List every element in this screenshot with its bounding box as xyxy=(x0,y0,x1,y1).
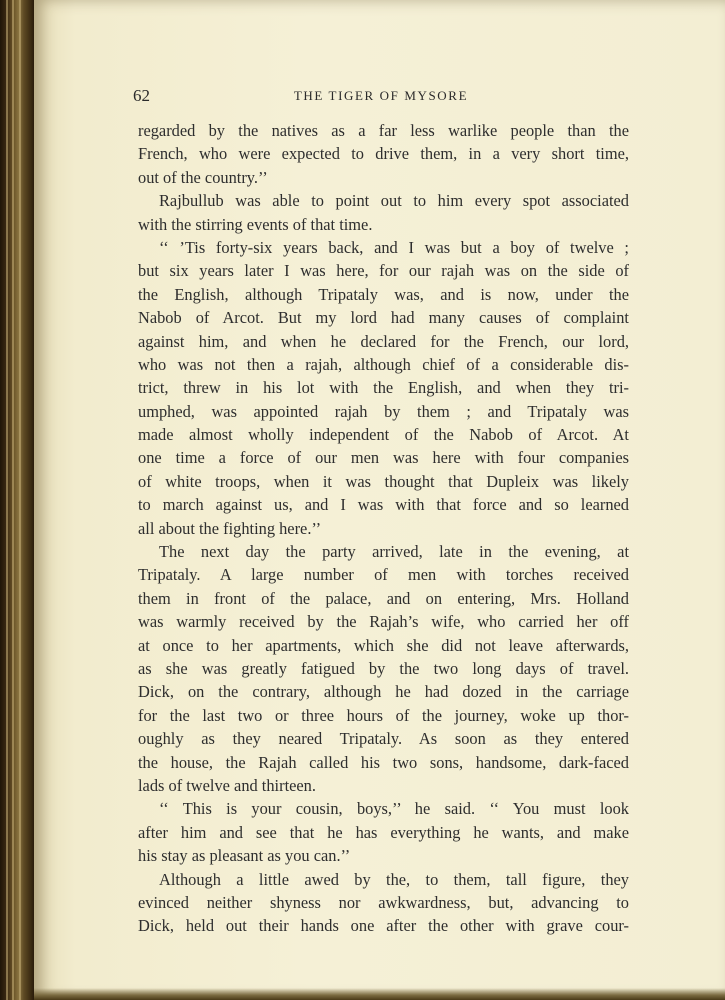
text-line: of white troops, when it was thought that Dupleix was likely xyxy=(138,471,629,491)
text-line: his stay as pleasant as you can.’’ xyxy=(138,846,351,866)
text-line: at once to her apartments, which she did not leave afterwards, xyxy=(138,635,629,655)
text-line: oughly as they neared Tripataly. As soon as they entered xyxy=(138,729,629,749)
body-text xyxy=(138,119,629,938)
text-line: evinced neither shyness nor awkwardness, but, advancing to xyxy=(138,892,629,912)
text-line: but six years later I was here, for our rajah was on the side of xyxy=(138,261,629,281)
text-line: against him, and when he declared for the French, our lord, xyxy=(138,331,629,351)
text-line: Although a little awed by the, to them, tall figure, they xyxy=(159,869,629,889)
spine-edge-line xyxy=(12,0,14,1000)
text-line: all about the fighting here.’’ xyxy=(138,518,322,538)
spine-edge-line xyxy=(19,0,21,1000)
text-line: as she was greatly fatigued by the two long days of travel. xyxy=(138,658,629,678)
text-line: with the stirring events of that time. xyxy=(138,214,373,234)
text-line: for the last two or three hours of the journey, woke up thor- xyxy=(138,705,629,725)
text-line: Dick, held out their hands one after the other with grave cour- xyxy=(138,916,629,936)
spine-edge-line xyxy=(6,0,8,1000)
text-line: ‘‘ ’Tis forty-six years back, and I was but a boy of twelve ; xyxy=(159,237,629,257)
page-header xyxy=(133,86,629,110)
text-line: after him and see that he has everything he wants, and make xyxy=(138,822,629,842)
text-line: them in front of the palace, and on entering, Mrs. Holland xyxy=(138,588,629,608)
text-line: was warmly received by the Rajah’s wife, who carried her off xyxy=(138,612,629,632)
text-line: to march against us, and I was with that force and so learned xyxy=(138,495,629,515)
text-line: French, who were expected to drive them, in a very short time, xyxy=(138,144,629,164)
text-line: ‘‘ This is your cousin, boys,’’ he said. ‘‘ You must look xyxy=(159,799,629,819)
book-spine xyxy=(0,0,34,1000)
text-line: who was not then a rajah, although chief of a considerable dis- xyxy=(138,354,629,374)
text-line: made almost wholly independent of the Nabob of Arcot. At xyxy=(138,425,629,445)
text-line: trict, threw in his lot with the English, and when they tri- xyxy=(138,378,629,398)
text-line: Nabob of Arcot. But my lord had many causes of complaint xyxy=(138,308,629,328)
text-line: regarded by the natives as a far less warlike people than the xyxy=(138,121,629,140)
text-line: The next day the party arrived, late in the evening, at xyxy=(159,542,629,562)
text-line: Tripataly. A large number of men with torches received xyxy=(138,565,629,585)
running-title: THE TIGER OF MYSORE xyxy=(293,88,469,103)
page-bottom-edge xyxy=(34,988,725,1000)
text-line: umphed, was appointed rajah by them ; and Tripataly was xyxy=(138,401,629,421)
text-line: Rajbullub was able to point out to him every spot associated xyxy=(159,191,629,211)
text-line: the house, the Rajah called his two sons, handsome, dark-faced xyxy=(138,752,629,772)
text-line: the English, although Tripataly was, and is now, under the xyxy=(138,284,629,304)
text-line: out of the country.’’ xyxy=(138,167,268,187)
text-line: one time a force of our men was here with four companies xyxy=(138,448,629,468)
text-line: lads of twelve and thirteen. xyxy=(138,775,316,795)
text-line: Dick, on the contrary, although he had dozed in the carriage xyxy=(138,682,629,702)
page-number: 62 xyxy=(133,86,150,105)
